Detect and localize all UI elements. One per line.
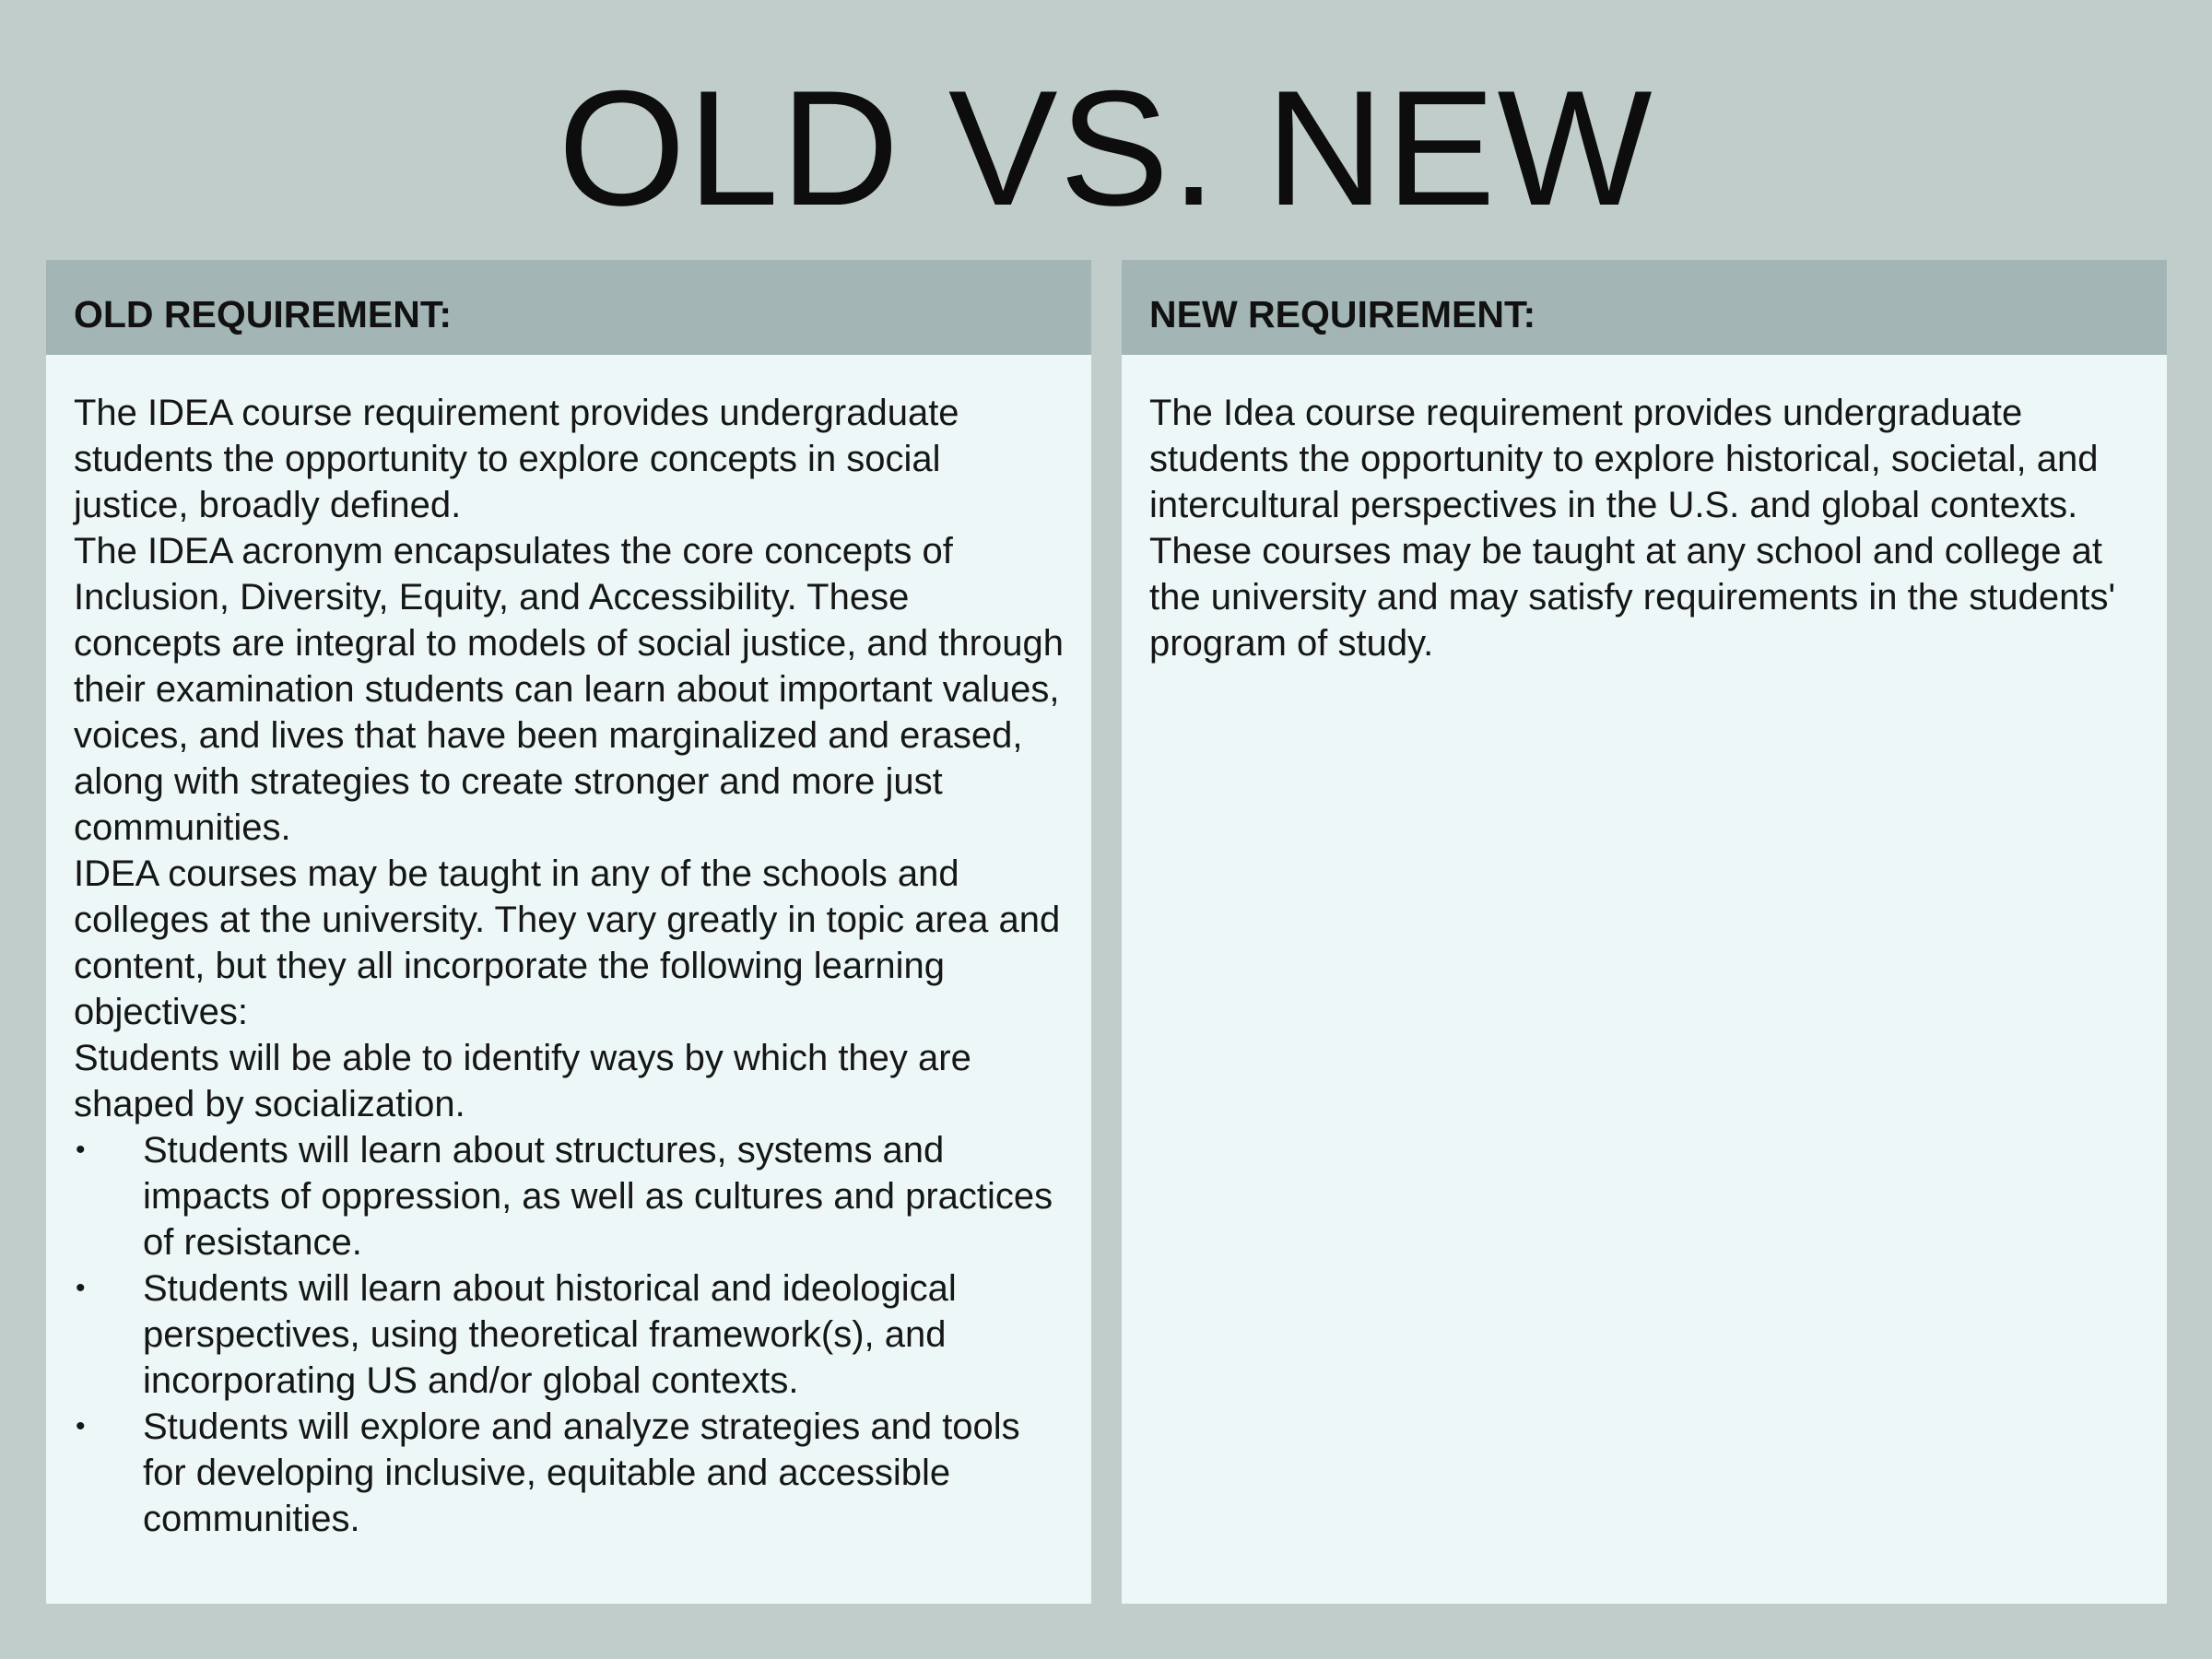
list-item-text: Students will learn about historical and ideological perspectives, using theoretical framework(s), and incorporating US and/or global contexts.: [143, 1268, 957, 1401]
list-item-text: Students will learn about structures, systems and impacts of oppression, as well as cultures and practices of resistance.: [143, 1130, 1053, 1263]
old-paragraph-schools: IDEA courses may be taught in any of the schools and colleges at the university. They vary greatly in topic area and content, but they all incorporate the following learning objectives:: [74, 853, 1061, 1032]
old-requirement-header: [46, 260, 1091, 355]
new-requirement-header: [1122, 260, 2167, 355]
list-item: [74, 1127, 1064, 1265]
bullet-icon: •: [76, 1273, 86, 1303]
new-requirement-heading: NEW REQUIREMENT:: [1149, 293, 1536, 335]
new-requirement-body: [1122, 355, 2167, 666]
old-requirement-body: [46, 355, 1091, 1542]
old-paragraph-acronym: The IDEA acronym encapsulates the core concepts of Inclusion, Diversity, Equity, and Accessibility. These concepts are integral to models of social justice, and through their examination students can learn about important values, voices, and lives that have been marginalized and erased, along with strategies to create stronger and more just communities.: [74, 531, 1064, 848]
old-requirement-panel: [46, 260, 1091, 1604]
old-paragraph-socialization: Students will be able to identify ways by which they are shaped by socialization.: [74, 1038, 971, 1124]
bullet-icon: •: [76, 1411, 86, 1441]
new-requirement-panel: [1122, 260, 2167, 1604]
page-title: OLD VS. NEW: [558, 56, 1654, 240]
bullet-icon: •: [76, 1135, 86, 1165]
old-objectives-list: [74, 1127, 1064, 1542]
new-paragraph: The Idea course requirement provides undergraduate students the opportunity to explore historical, societal, and intercultural perspectives in the U.S. and global contexts. These courses may be taught at any school and college at the university and may satisfy requirements in the students' program of study.: [1149, 393, 2116, 664]
old-paragraph-intro: The IDEA course requirement provides undergraduate students the opportunity to explore concepts in social justice, broadly defined.: [74, 393, 959, 525]
old-requirement-heading: OLD REQUIREMENT:: [74, 293, 452, 335]
list-item: [74, 1265, 1064, 1404]
list-item-text: Students will explore and analyze strategies and tools for developing inclusive, equitable and accessible communities.: [143, 1406, 1020, 1539]
list-item: [74, 1404, 1064, 1542]
